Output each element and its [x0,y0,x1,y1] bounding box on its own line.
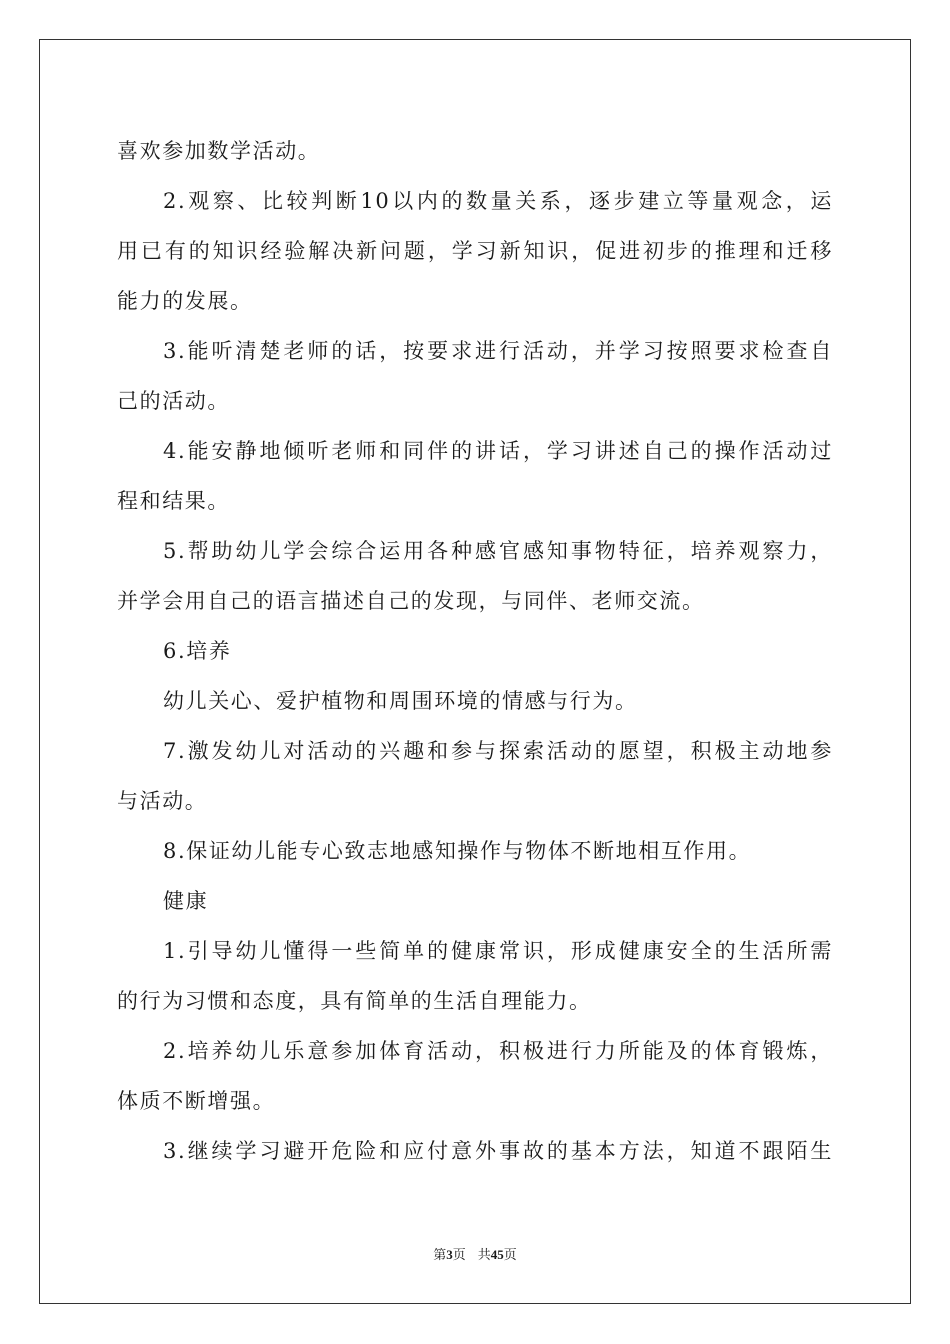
text-line: 2.培养幼儿乐意参加体育活动，积极进行力所能及的体育锻炼， [163,1039,833,1063]
text-line: 1.引导幼儿懂得一些简单的健康常识，形成健康安全的生活所需 [163,939,833,963]
text-line: 并学会用自己的语言描述自己的发现，与同伴、老师交流。 [117,589,705,613]
page-number: 3 [446,1247,453,1262]
text-line: 6.培养 [163,639,232,663]
text-line: 3.继续学习避开危险和应付意外事故的基本方法，知道不跟陌生 [163,1139,833,1163]
total-pages: 45 [490,1247,504,1262]
text-line: 8.保证幼儿能专心致志地感知操作与物体不断地相互作用。 [163,839,752,863]
text-line: 喜欢参加数学活动。 [117,139,321,163]
text-line: 与活动。 [117,789,208,813]
text-line: 4.能安静地倾听老师和同伴的讲话，学习讲述自己的操作活动过 [163,439,833,463]
text-line: 2.观察、比较判断10以内的数量关系，逐步建立等量观念，运 [163,189,833,213]
text-line: 体质不断增强。 [117,1089,276,1113]
section-heading: 健康 [163,889,209,913]
page-prefix: 第 [433,1248,447,1263]
total-prefix: 共 [477,1248,491,1263]
text-line: 用已有的知识经验解决新问题，学习新知识，促进初步的推理和迁移 [117,239,833,263]
text-line: 程和结果。 [117,489,230,513]
text-line: 的行为习惯和态度，具有简单的生活自理能力。 [117,989,592,1013]
document-body [117,126,833,1176]
text-line: 3.能听清楚老师的话，按要求进行活动，并学习按照要求检查自 [163,339,833,363]
text-line: 5.帮助幼儿学会综合运用各种感官感知事物特征，培养观察力， [163,539,833,563]
page-footer [0,1244,950,1263]
text-line: 能力的发展。 [117,289,253,313]
text-line: 7.激发幼儿对活动的兴趣和参与探索活动的愿望，积极主动地参 [163,739,833,763]
text-line: 己的活动。 [117,389,230,413]
text-line: 幼儿关心、爱护植物和周围环境的情感与行为。 [163,689,638,713]
page-suffix: 页 [452,1248,466,1263]
total-suffix: 页 [503,1248,517,1263]
